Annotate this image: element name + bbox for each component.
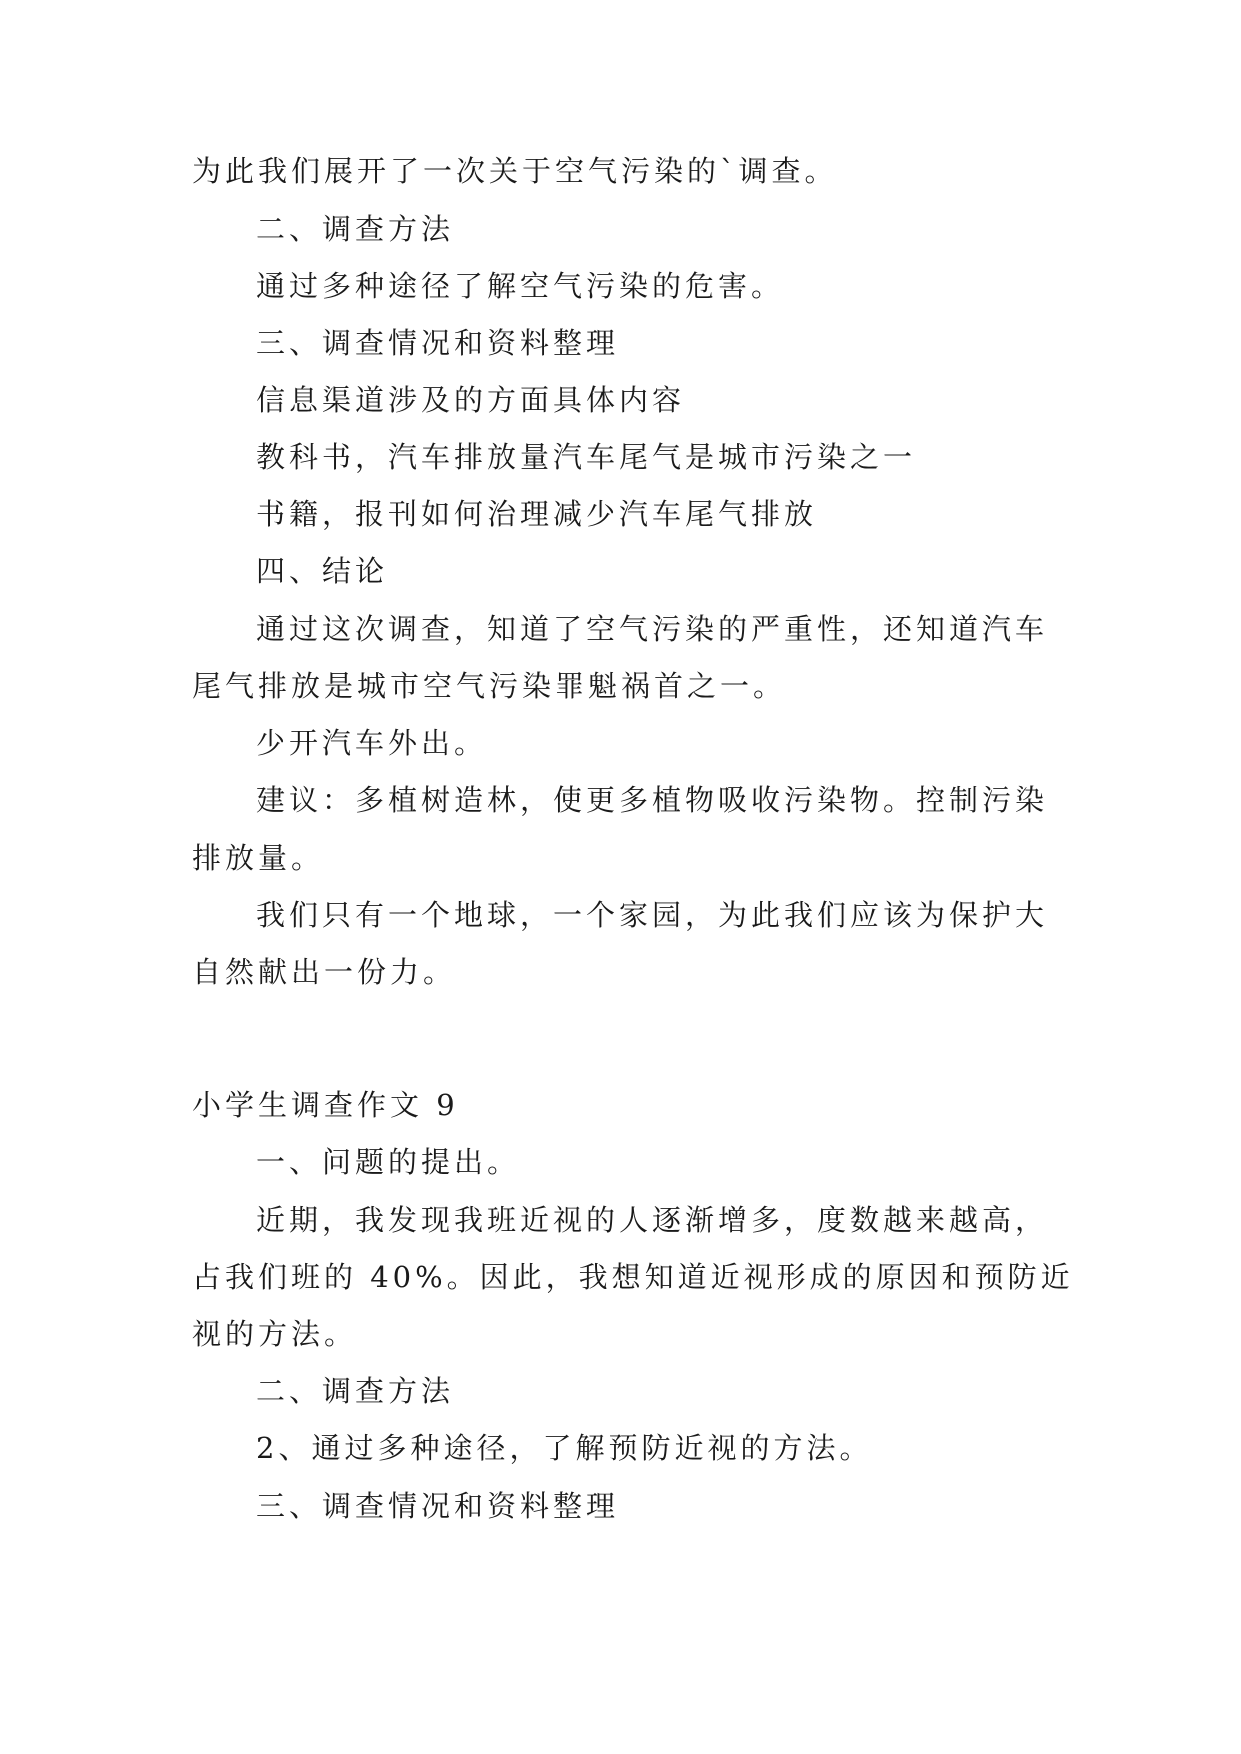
heading-method-2: 二、调查方法 bbox=[256, 1374, 455, 1408]
table-row-1: 教科书，汽车排放量汽车尾气是城市污染之一 bbox=[256, 440, 917, 474]
paragraph-conclusion-line-2: 尾气排放是城市空气污染罪魁祸首之一。 bbox=[192, 669, 787, 703]
paragraph-problem-line-2: 占我们班的 40%。因此，我想知道近视形成的原因和预防近 bbox=[192, 1260, 1074, 1294]
paragraph-tip: 少开汽车外出。 bbox=[256, 726, 488, 760]
paragraph-closing-line-1: 我们只有一个地球，一个家园，为此我们应该为保护大 bbox=[256, 898, 1049, 932]
heading-problem: 一、问题的提出。 bbox=[256, 1145, 521, 1179]
table-row-2: 书籍，报刊如何治理减少汽车尾气排放 bbox=[256, 497, 818, 531]
paragraph-intro-tail: 为此我们展开了一次关于空气污染的`调查。 bbox=[192, 154, 838, 188]
paragraph-method-item-2: 2、通过多种途径，了解预防近视的方法。 bbox=[256, 1431, 873, 1465]
paragraph-problem-line-1: 近期，我发现我班近视的人逐渐增多，度数越来越高， bbox=[256, 1203, 1049, 1237]
paragraph-suggestion-line-2: 排放量。 bbox=[192, 841, 325, 875]
heading-conclusion: 四、结论 bbox=[256, 554, 389, 588]
heading-method: 二、调查方法 bbox=[256, 212, 455, 246]
paragraph-closing-line-2: 自然献出一份力。 bbox=[192, 955, 457, 989]
paragraph-method: 通过多种途径了解空气污染的危害。 bbox=[256, 269, 785, 303]
heading-survey-2: 三、调查情况和资料整理 bbox=[256, 1489, 620, 1523]
heading-survey: 三、调查情况和资料整理 bbox=[256, 326, 620, 360]
table-header-line: 信息渠道涉及的方面具体内容 bbox=[256, 383, 686, 417]
paragraph-problem-line-3: 视的方法。 bbox=[192, 1317, 358, 1351]
essay-title: 小学生调查作文 9 bbox=[192, 1088, 459, 1122]
paragraph-conclusion-line-1: 通过这次调查，知道了空气污染的严重性，还知道汽车 bbox=[256, 612, 1049, 646]
paragraph-suggestion-line-1: 建议：多植树造林，使更多植物吸收污染物。控制污染 bbox=[256, 783, 1049, 817]
